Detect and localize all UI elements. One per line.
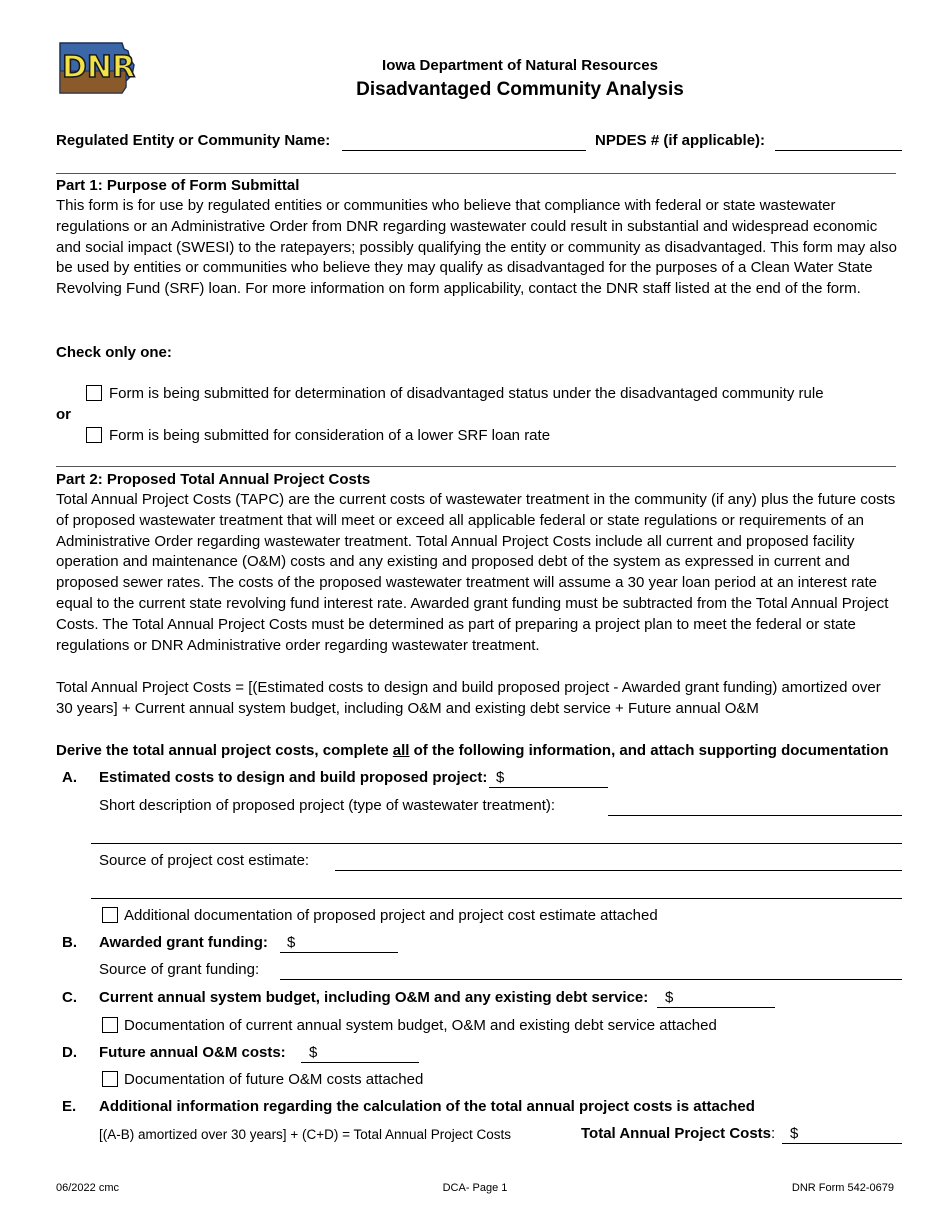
disadvantaged-status-checkbox[interactable]: [86, 385, 102, 401]
total-annual-label: Total Annual Project Costs:: [581, 1125, 776, 1142]
part2-heading: Part 2: Proposed Total Annual Project Costs: [56, 471, 371, 488]
entity-name-field[interactable]: [342, 150, 586, 151]
item-b-dollar: $: [287, 934, 296, 951]
item-d-dollar: $: [309, 1044, 318, 1061]
item-e-letter: E.: [62, 1098, 77, 1115]
cost-estimate-source-field-line2[interactable]: [91, 898, 902, 899]
form-title: Disadvantaged Community Analysis: [356, 79, 684, 100]
part1-heading: Part 1: Purpose of Form Submittal: [56, 177, 300, 194]
lower-srf-rate-checkbox[interactable]: [86, 427, 102, 443]
npdes-field[interactable]: [775, 150, 902, 151]
item-e-label: Additional information regarding the calculation of the total annual project costs is attached: [99, 1098, 755, 1115]
total-formula: [(A-B) amortized over 30 years] + (C+D) = Total Annual Project Costs: [99, 1127, 512, 1142]
estimated-costs-field[interactable]: [489, 787, 608, 788]
derive-instructions: Derive the total annual project costs, complete all of the following information, and attach supporting documentation: [56, 742, 889, 759]
cost-estimate-source-label: Source of project cost estimate:: [99, 852, 310, 869]
footer-revision: 06/2022 cmc: [56, 1182, 119, 1194]
system-budget-field[interactable]: [657, 1007, 775, 1008]
item-a-dollar: $: [496, 769, 505, 786]
section-divider: [56, 173, 896, 174]
total-annual-field[interactable]: [782, 1143, 902, 1144]
footer-page: DCA- Page 1: [442, 1182, 508, 1194]
future-om-field[interactable]: [301, 1062, 419, 1063]
or-label: or: [56, 406, 71, 423]
project-description-field-line2[interactable]: [91, 843, 902, 844]
project-description-label: Short description of proposed project (type of wastewater treatment):: [99, 797, 556, 814]
item-d-letter: D.: [62, 1044, 77, 1061]
agency-name: Iowa Department of Natural Resources: [382, 57, 658, 74]
part1-body: This form is for use by regulated entities or communities who believe that compliance with federal or state wastewater regulations or an Administrative Order from DNR regarding wastewater could result in substantial and widespread economic and social impact (SWESI) to the ratepayers; possibly qualifying the entity or community as disadvantaged. This form may also be used by entities or communities who believe they may qualify as disadvantaged for the purposes of a Clean Water State Revolving Fund (SRF) loan. For more information on form applicability, contact the DNR staff listed at the end of the form.: [56, 197, 897, 298]
item-c-dollar: $: [665, 989, 674, 1006]
total-dollar: $: [790, 1125, 799, 1142]
svg-text:DNR: DNR: [62, 50, 136, 85]
item-b-label: Awarded grant funding:: [99, 934, 268, 951]
footer-form-number: DNR Form 542-0679: [791, 1182, 894, 1194]
tapc-formula: Total Annual Project Costs = [(Estimated costs to design and build proposed project - Awarded grant funding) amortized over 30 years] + Current annual system budget, including O&M and existing debt service + Future annual O&M: [56, 679, 881, 717]
future-om-documentation-label: Documentation of future O&M costs attached: [124, 1071, 424, 1088]
lower-srf-rate-label: Form is being submitted for consideration of a lower SRF loan rate: [109, 427, 551, 444]
npdes-label: NPDES # (if applicable):: [595, 132, 766, 149]
grant-source-label: Source of grant funding:: [99, 961, 260, 978]
section-divider: [56, 466, 896, 467]
item-a-label: Estimated costs to design and build proposed project:: [99, 769, 488, 786]
item-b-letter: B.: [62, 934, 77, 951]
project-documentation-label: Additional documentation of proposed project and project cost estimate attached: [124, 907, 658, 924]
item-a-letter: A.: [62, 769, 77, 786]
item-d-label: Future annual O&M costs:: [99, 1044, 286, 1061]
entity-name-label: Regulated Entity or Community Name:: [56, 132, 331, 149]
item-c-label: Current annual system budget, including O&M and any existing debt service:: [99, 989, 649, 1006]
project-description-field[interactable]: [608, 815, 902, 816]
project-documentation-checkbox[interactable]: [102, 907, 118, 923]
part2-body: Total Annual Project Costs (TAPC) are the current costs of wastewater treatment in the community (if any) plus the future costs of proposed wastewater treatment that will meet or exceed all applicable federal or state regulations or requirements of an Administrative Order regarding wastewater treatment. Total Annual Project Costs include all current and proposed facility operation and maintenance (O&M) costs and any existing and proposed debt of the system as expressed in current and proposed sewer rates. The costs of the proposed wastewater treatment will assume a 30 year loan period at an interest rate equal to the current state revolving fund interest rate. Awarded grant funding must be subtracted from the Total Annual Project Costs. The Total Annual Project Costs must be determined as part of preparing a project plan to meet the federal or state regulations or DNR Administrative order regarding wastewater treatment.: [56, 491, 896, 654]
disadvantaged-status-label: Form is being submitted for determination of disadvantaged status under the disadvantaged community rule: [109, 385, 824, 402]
grant-source-field[interactable]: [280, 979, 902, 980]
future-om-documentation-checkbox[interactable]: [102, 1071, 118, 1087]
cost-estimate-source-field[interactable]: [335, 870, 902, 871]
check-only-one-label: Check only one:: [56, 344, 172, 361]
budget-documentation-checkbox[interactable]: [102, 1017, 118, 1033]
budget-documentation-label: Documentation of current annual system budget, O&M and existing debt service attached: [124, 1017, 717, 1034]
item-c-letter: C.: [62, 989, 77, 1006]
grant-funding-field[interactable]: [280, 952, 398, 953]
